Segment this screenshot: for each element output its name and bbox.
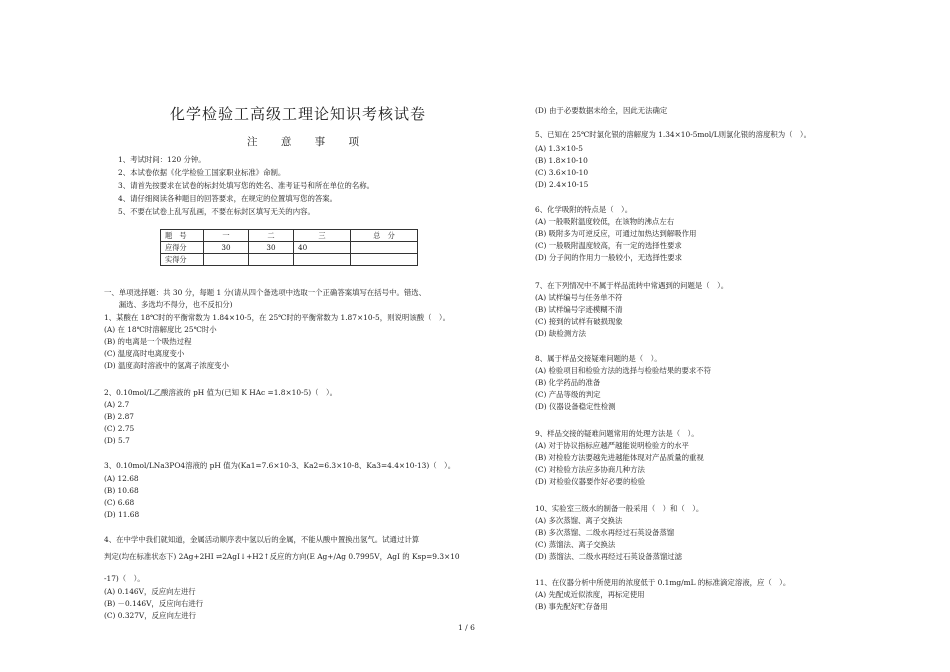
question-option: (D) 由于必要数据未给全，因此无法确定 xyxy=(535,106,668,115)
score-row xyxy=(161,242,418,254)
question-option: (B) 的电离是一个吸热过程 xyxy=(104,337,192,346)
score-header-cell: 一 xyxy=(204,230,249,242)
question-option: (D) 仪器设备稳定性检测 xyxy=(535,402,616,411)
question-stem: 7、在下列情况中不属于样品流转中常遇到的问题是（ ）。 xyxy=(535,281,729,290)
question-option: (D) 蒸馏法、二级水再经过石英设备蒸馏过滤 xyxy=(535,552,683,561)
score-cell xyxy=(351,242,418,254)
question-option: (C) 一般吸附温度较高，有一定的选择性要求 xyxy=(535,241,682,250)
question-option: (B) 多次蒸馏、二级水再经过石英设备蒸馏 xyxy=(535,528,675,537)
question-option: (A) 2.7 xyxy=(104,400,130,409)
score-cell: 应得分 xyxy=(161,242,204,254)
notes-heading: 注 意 事 项 xyxy=(247,136,363,148)
score-cell xyxy=(204,254,249,266)
question-option: (A) 先配成近似浓度，再标定使用 xyxy=(535,590,645,599)
note-line: 5、不要在试卷上乱写乱画，不要在标封区填写无关的内容。 xyxy=(118,207,315,216)
score-cell xyxy=(351,254,418,266)
section-heading: 漏选、多选均不得分，也不反扣分) xyxy=(104,300,233,309)
question-option: (D) 对检验仪器要作好必要的检验 xyxy=(535,477,646,486)
question-option: (D) 缺检测方法 xyxy=(535,329,586,338)
question-option: (D) 2.4×10-15 xyxy=(535,180,589,189)
note-line: 1、考试时间：120 分钟。 xyxy=(118,155,206,164)
question-option: (A) 1.3×10-5 xyxy=(535,144,584,153)
question-stem: 判定(均在标准状态下) 2Ag+2HI ⇌2AgI↓+H2↑反应的方向(E Ag+/Ag 0.7995V，AgI 的 Ksp=9.3×10 xyxy=(104,552,460,561)
question-stem: 6、化学吸附的特点是（ ）。 xyxy=(535,205,633,214)
note-line: 4、请仔细阅读各种题目的回答要求，在规定的位置填写您的答案。 xyxy=(118,194,338,203)
score-cell: 30 xyxy=(249,242,294,254)
question-option: (C) 3.6×10-10 xyxy=(535,168,589,177)
score-cell: 30 xyxy=(204,242,249,254)
question-option: (C) 6.68 xyxy=(104,498,135,507)
note-line: 3、请首先按要求在试卷的标封处填写您的姓名、准考证号和所在单位的名称。 xyxy=(118,181,374,190)
question-option: (C) 0.327V，反应向左进行 xyxy=(104,611,197,620)
score-header-cell: 总 分 xyxy=(351,230,418,242)
question-stem: 10、实验室三级水的制备一般采用（ ）和（ ）。 xyxy=(535,504,704,513)
question-option: (B) 试样编号字迹模糊不清 xyxy=(535,305,623,314)
question-option: (D) 温度高时溶液中的氢离子浓度变小 xyxy=(104,361,229,370)
question-option: (B) 吸附多为可逆反应，可通过加热达到解吸作用 xyxy=(535,229,697,238)
question-stem: 4、在中学中我们就知道，金属活动顺序表中氢以后的金属，不能从酸中置换出氢气。试通过计算 xyxy=(104,535,420,544)
score-row xyxy=(161,254,418,266)
question-stem: 5、已知在 25℃时氯化银的溶解度为 1.34×10-5mol/L则氯化银的溶度积为（ ）。 xyxy=(535,130,812,139)
page-number: 1 / 6 xyxy=(458,623,475,632)
question-option: (C) 2.75 xyxy=(104,424,135,433)
question-option: (C) 接到的试样有破损现象 xyxy=(535,317,623,326)
question-option: (C) 对检验方法应多协商几种方法 xyxy=(535,465,645,474)
note-line: 2、本试卷依据《化学检验工国家职业标准》命制。 xyxy=(118,168,286,177)
question-option: (B) －0.146V，反应向右进行 xyxy=(104,599,204,608)
question-option: (A) 多次蒸馏、离子交换法 xyxy=(535,516,623,525)
question-option: (D) 11.68 xyxy=(104,510,140,519)
question-option: (A) 检验项目和检验方法的选择与检验结果的要求不符 xyxy=(535,366,712,375)
question-option: (B) 对检验方法要越先进越能体现对产品质量的重视 xyxy=(535,453,704,462)
question-option: (D) 分子间的作用力一般较小，无选择性要求 xyxy=(535,253,683,262)
question-stem: 2、0.10mol/L乙酸溶液的 pH 值为(已知 K HAc =1.8×10-5)（ ）。 xyxy=(104,388,338,397)
question-stem: -17)（ ）。 xyxy=(104,574,145,583)
question-option: (C) 产品等级的判定 xyxy=(535,390,601,399)
score-header-cell: 三 xyxy=(294,230,351,242)
question-option: (B) 事先配好贮存备用 xyxy=(535,602,608,611)
question-stem: 9、样品交接的疑难问题常用的处理方法是（ ）。 xyxy=(535,429,699,438)
question-option: (A) 试样编号与任务单不符 xyxy=(535,293,623,302)
score-header-cell: 二 xyxy=(249,230,294,242)
question-option: (B) 化学药品的准备 xyxy=(535,378,601,387)
section-heading: 一、单项选择题：共 30 分，每题 1 分(请从四个备选项中选取一个正确答案填写在括号中。错选、 xyxy=(104,288,427,297)
question-stem: 1、某酸在 18℃时的平衡常数为 1.84×10-5，在 25℃时的平衡常数为 1.87×10-5，则说明该酸（ ）。 xyxy=(104,313,450,322)
score-cell xyxy=(294,254,351,266)
question-option: (A) 在 18℃时溶解度比 25℃时小 xyxy=(104,325,217,334)
score-cell: 40 xyxy=(294,242,351,254)
score-header-cell: 题 号 xyxy=(161,230,204,242)
question-option: (A) 对于协议指标应越严越能说明检验方的水平 xyxy=(535,441,689,450)
score-table xyxy=(160,229,418,266)
question-option: (D) 5.7 xyxy=(104,436,130,445)
question-option: (A) 0.146V，反应向左进行 xyxy=(104,587,196,596)
score-header-row xyxy=(161,230,418,242)
score-cell xyxy=(249,254,294,266)
score-cell: 实得分 xyxy=(161,254,204,266)
page-title: 化学检验工高级工理论知识考核试卷 xyxy=(170,105,427,123)
question-option: (B) 10.68 xyxy=(104,486,139,495)
question-option: (A) 12.68 xyxy=(104,474,139,483)
question-stem: 8、属于样品交接疑难问题的是（ ）。 xyxy=(535,354,662,363)
question-stem: 11、在仪器分析中所使用的浓度低于 0.1mg/mL 的标准滴定溶液，应（ ）。 xyxy=(535,578,791,587)
question-option: (A) 一般吸附温度较低，在该物的沸点左右 xyxy=(535,217,675,226)
question-option: (C) 蒸馏法、离子交换法 xyxy=(535,540,616,549)
question-option: (C) 温度高时电离度变小 xyxy=(104,349,185,358)
question-option: (B) 1.8×10-10 xyxy=(535,156,588,165)
question-stem: 3、0.10mol/LNa3PO4溶液的 pH 值为(Ka1=7.6×10-3、Ka2=6.3×10-8、Ka3=4.4×10-13)（ ）。 xyxy=(104,461,456,470)
question-option: (B) 2.87 xyxy=(104,412,135,421)
